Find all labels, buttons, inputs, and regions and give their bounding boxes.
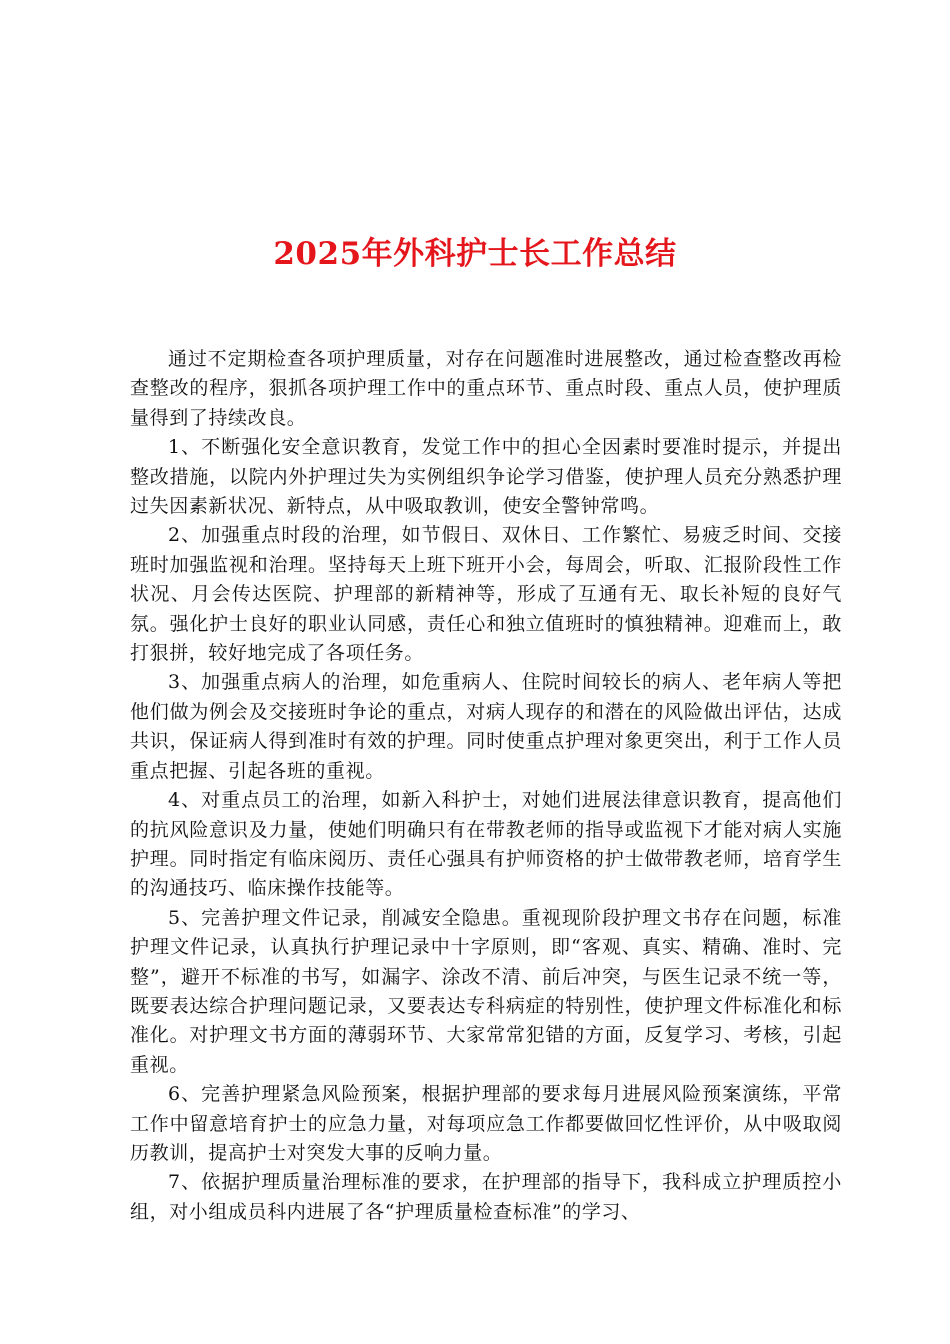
paragraph-intro: 通过不定期检查各项护理质量，对存在问题准时进展整改，通过检查整改再检查整改的程序，狠抓各项护理工作中的重点环节、重点时段、重点人员，使护理质量得到了持续改良。	[130, 348, 842, 429]
document-body	[130, 345, 842, 1227]
paragraph-item-4: 4、对重点员工的治理，如新入科护士，对她们进展法律意识教育，提高他们的抗风险意识及力量，使她们明确只有在带教老师的指导或监视下才能对病人实施护理。同时指定有临床阅历、责任心强具有护师资格的护士做带教老师，培育学生的沟通技巧、临床操作技能等。	[130, 789, 842, 900]
paragraph-item-6: 6、完善护理紧急风险预案，根据护理部的要求每月进展风险预案演练，平常工作中留意培育护士的应急力量，对每项应急工作都要做回忆性评价，从中吸取阅历教训，提高护士对突发大事的反响力量。	[130, 1083, 842, 1164]
paragraph-item-3: 3、加强重点病人的治理，如危重病人、住院时间较长的病人、老年病人等把他们做为例会及交接班时争论的重点，对病人现存的和潜在的风险做出评估，达成共识，保证病人得到准时有效的护理。同时使重点护理对象更突出，利于工作人员重点把握、引起各班的重视。	[130, 671, 842, 782]
document-title: 2025年外科护士长工作总结	[273, 235, 677, 272]
paragraph-item-2: 2、加强重点时段的治理，如节假日、双休日、工作繁忙、易疲乏时间、交接班时加强监视和治理。坚持每天上班下班开小会，每周会，听取、汇报阶段性工作状况、月会传达医院、护理部的新精神等，形成了互通有无、取长补短的良好气氛。强化护士良好的职业认同感，责任心和独立值班时的慎独精神。迎难而上，敢打狠拼，较好地完成了各项任务。	[130, 524, 842, 665]
paragraph-item-7: 7、依据护理质量治理标准的要求，在护理部的指导下，我科成立护理质控小组，对小组成员科内进展了各“护理质量检查标准”的学习、	[130, 1171, 842, 1223]
paragraph-item-1: 1、不断强化安全意识教育，发觉工作中的担心全因素时要准时提示，并提出整改措施，以院内外护理过失为实例组织争论学习借鉴，使护理人员充分熟悉护理过失因素新状况、新特点，从中吸取教训，使安全警钟常鸣。	[130, 436, 842, 518]
paragraph-item-5: 5、完善护理文件记录，削减安全隐患。重视现阶段护理文书存在问题，标准护理文件记录，认真执行护理记录中十字原则，即“客观、真实、精确、准时、完整”，避开不标准的书写，如漏字、涂改不清、前后冲突，与医生记录不统一等，既要表达综合护理问题记录，又要表达专科病症的特别性，使护理文件标准化和标准化。对护理文书方面的薄弱环节、大家常常犯错的方面，反复学习、考核，引起重视。	[130, 906, 842, 1076]
